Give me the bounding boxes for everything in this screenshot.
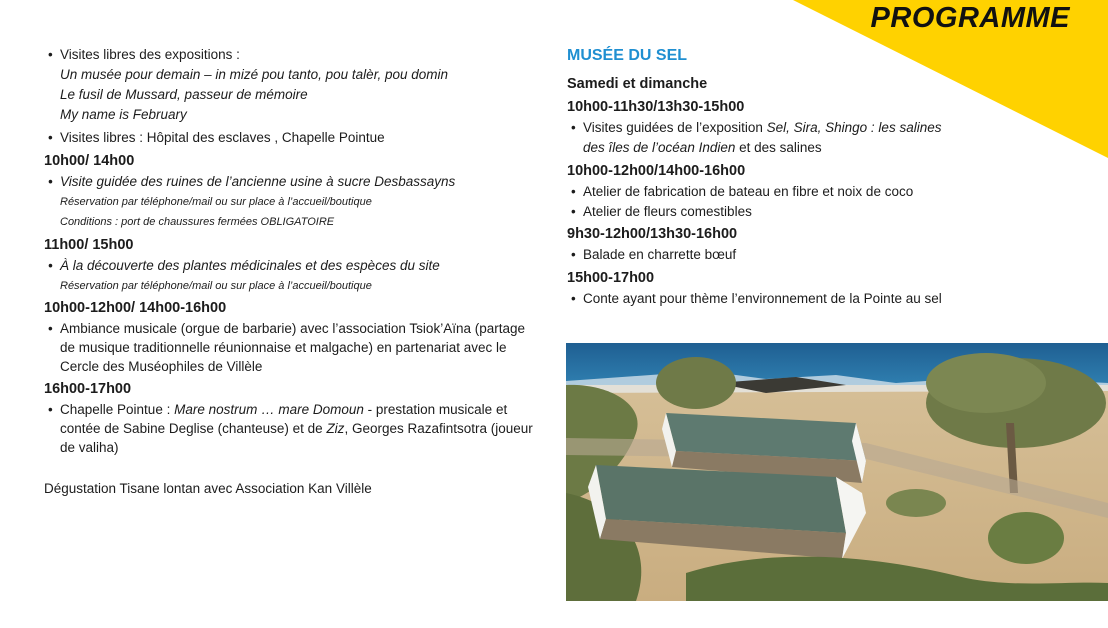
landscape-photo-icon [566, 343, 1108, 601]
time-heading: 10h00-12h00/14h00-16h00 [567, 163, 746, 179]
section-title: MUSÉE DU SEL [567, 47, 688, 64]
exhibition-title: des îles de l’océan Indien [583, 140, 736, 155]
list-item: • Ambiance musicale (orgue de barbarie) avec l’association Tsiok’Aïna (partage [60, 320, 525, 338]
list-item-cont [583, 139, 822, 157]
exhibition-title: Sel, Sira, Shingo : les salines [766, 120, 942, 135]
text-span: - prestation musicale et [363, 402, 508, 417]
days-heading: Samedi et dimanche [567, 76, 708, 92]
time-heading: 10h00-12h00/ 14h00-16h00 [44, 300, 227, 316]
list-item-cont [60, 420, 533, 438]
list-item: • Visites libres des expositions : [60, 46, 240, 64]
page-title: PROGRAMME [870, 2, 1070, 34]
text-span: Visites guidées de l’exposition [583, 120, 767, 135]
text-span: et des salines [735, 140, 822, 155]
note: Conditions : port de chaussures fermées OBLIGATOIRE [60, 216, 335, 228]
exhibition-title: Le fusil de Mussard, passeur de mémoire [60, 87, 308, 102]
text-span: Chapelle Pointue : [60, 402, 175, 417]
exhibition-title: Un musée pour demain – in mizé pou tanto, pou talèr, pou domin [60, 67, 448, 82]
time-heading: 15h00-17h00 [567, 270, 655, 286]
note: Réservation par téléphone/mail ou sur place à l’accueil/boutique [60, 196, 372, 208]
note: Réservation par téléphone/mail ou sur place à l’accueil/boutique [60, 280, 372, 292]
footer-note: Dégustation Tisane lontan avec Association Kan Villèle [44, 481, 372, 496]
list-item: • Conte ayant pour thème l’environnement de la Pointe au sel [583, 290, 942, 308]
list-item: • Atelier de fleurs comestibles [583, 203, 752, 221]
text-span: contée de Sabine Deglise (chanteuse) et de [60, 421, 327, 436]
list-item: • Atelier de fabrication de bateau en fibre et noix de coco [583, 183, 913, 201]
time-heading: 16h00-17h00 [44, 381, 132, 397]
list-item: • Visites libres : Hôpital des esclaves , Chapelle Pointue [60, 129, 385, 147]
list-item-cont: de musique traditionnelle réunionnaise et malgache) en partenariat avec le [60, 340, 507, 355]
show-title: Mare nostrum … mare Domoun [174, 402, 364, 417]
list-item: • Visite guidée des ruines de l’ancienne usine à sucre Desbassayns [60, 173, 455, 191]
time-heading: 11h00/ 15h00 [44, 237, 134, 253]
time-heading: 9h30-12h00/13h30-16h00 [567, 226, 738, 242]
list-item-cont: Cercle des Muséophiles de Villèle [60, 359, 263, 374]
time-heading: 10h00/ 14h00 [44, 153, 135, 169]
text-span: , Georges Razafintsotra (joueur [344, 421, 533, 436]
list-item [60, 401, 507, 419]
list-item [583, 119, 941, 137]
list-item-cont: de valiha) [60, 440, 119, 455]
list-item: • Balade en charrette bœuf [583, 246, 736, 264]
list-item: • À la découverte des plantes médicinales et des espèces du site [60, 257, 440, 275]
artist-name: Ziz [326, 421, 345, 436]
exhibition-title: My name is February [60, 107, 187, 122]
time-heading: 10h00-11h30/13h30-15h00 [567, 99, 745, 115]
